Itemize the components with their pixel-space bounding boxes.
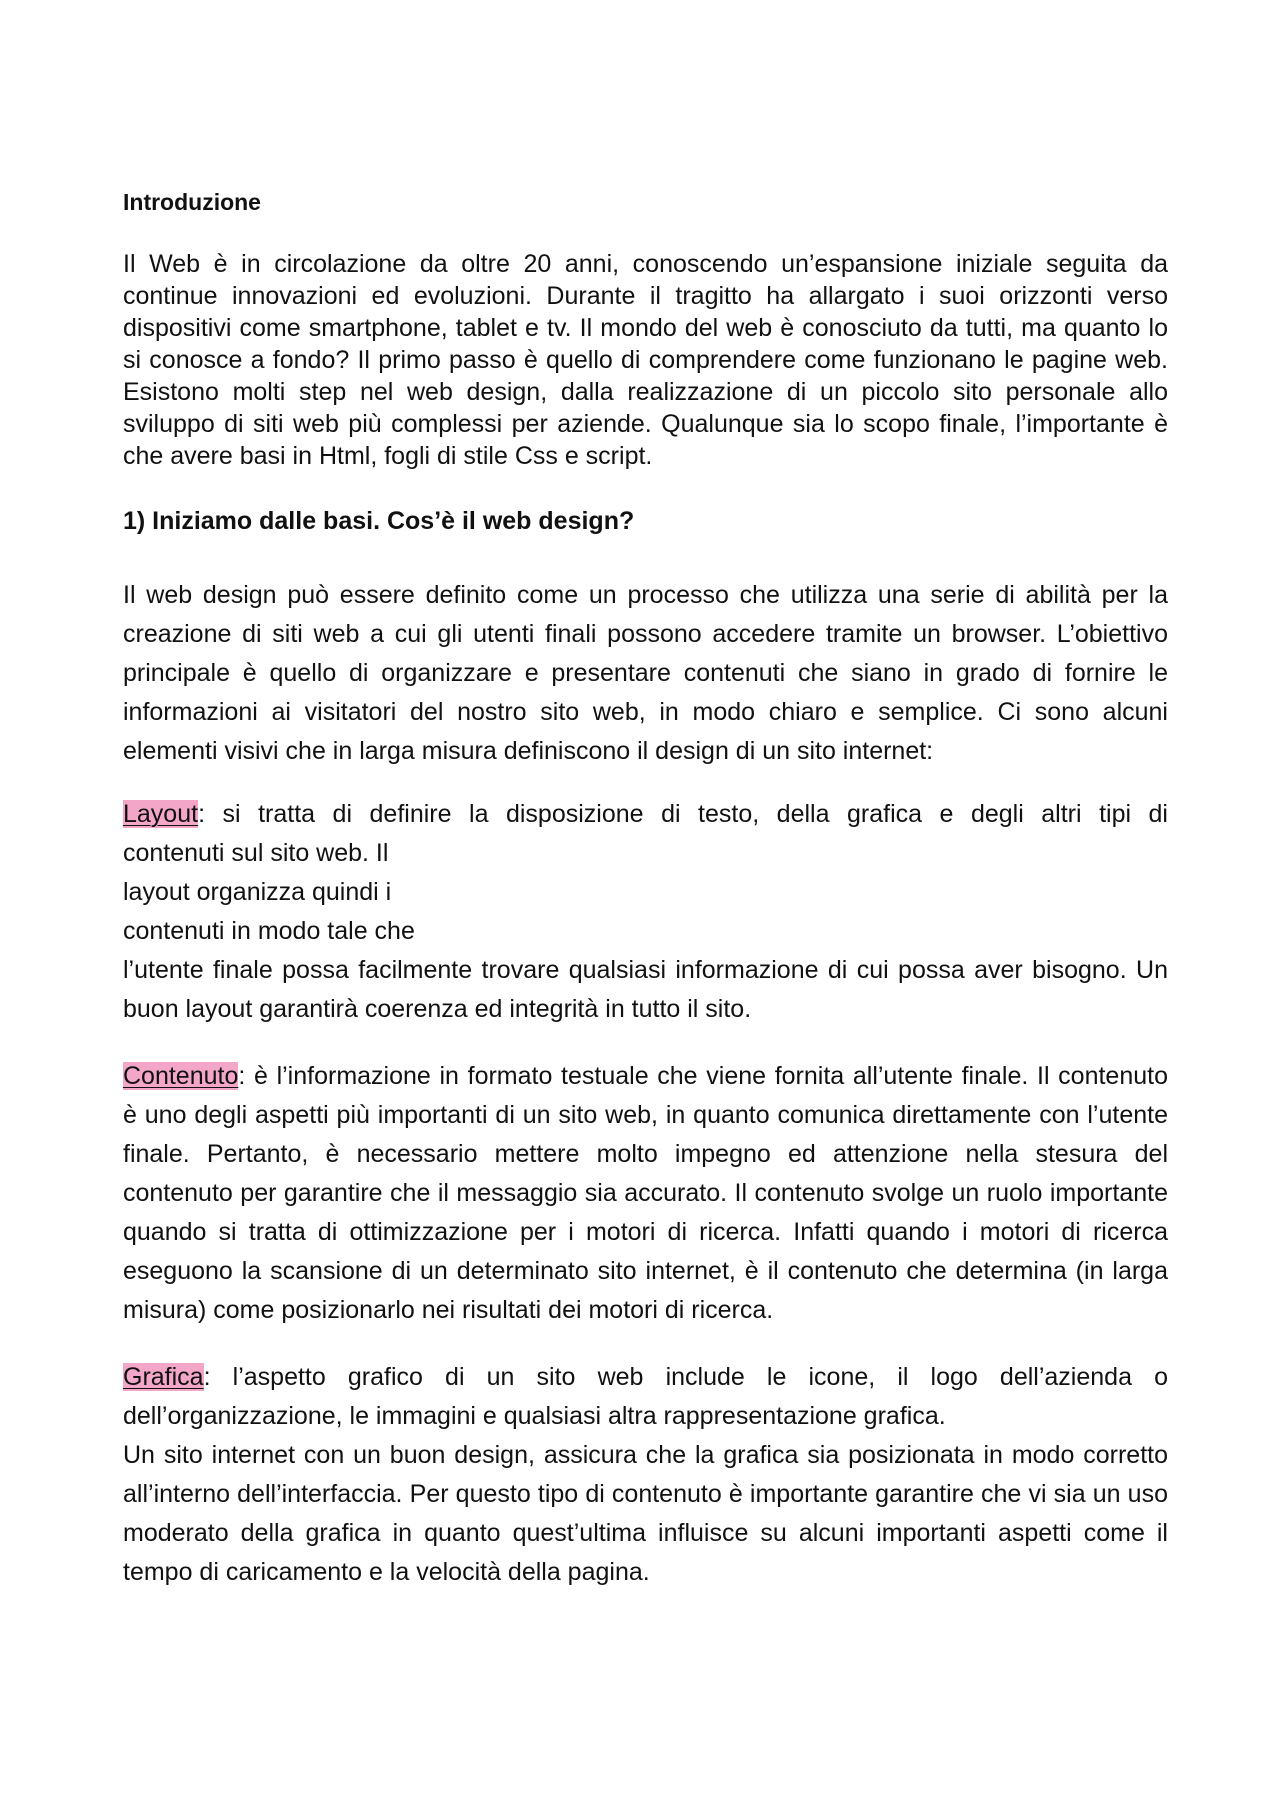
layout-first-line	[123, 795, 1168, 834]
layout-text-4: contenuti in modo tale che	[123, 917, 415, 945]
contenuto-definition	[123, 1057, 1168, 1330]
intro-heading: Introduzione	[123, 189, 261, 215]
document-page	[123, 186, 1168, 1592]
contenuto-paragraph	[123, 1057, 1168, 1330]
grafica-text: : l’aspetto grafico di un sito web include le icone, il logo dell’azienda o dell’organizzazione, le immagini e qualsiasi altra rappresentazione grafica.	[123, 1363, 1168, 1430]
layout-term: Layout	[123, 800, 199, 828]
layout-text-2: contenuti sul sito web. Il	[123, 839, 389, 867]
section-1-paragraph: Il web design può essere definito come un processo che utilizza una serie di abilità per la creazione di siti web a cui gli utenti finali possono accedere tramite un browser. L’obiettivo principale è quello di organizzare e presentare contenuti che siano in grado di fornire le informazioni ai visitatori del nostro sito web, in modo chiaro e semplice. Ci sono alcuni elementi visivi che in larga misura definiscono il design di un sito internet:	[123, 581, 1168, 765]
layout-definition	[123, 795, 1168, 1029]
grafica-paragraph-2: Un sito internet con un buon design, assicura che la grafica sia posizionata in modo corretto all’interno dell’interfaccia. Per questo tipo di contenuto è importante garantire che vi sia un uso moderato della grafica in quanto quest’ultima influisce su alcuni importanti aspetti come il tempo di caricamento e la velocità della pagina.	[123, 1441, 1168, 1586]
section-1-title: 1) Iniziamo dalle basi. Cos’è il web design?	[123, 507, 635, 535]
contenuto-term: Contenuto	[123, 1062, 239, 1090]
intro-paragraph: Il Web è in circolazione da oltre 20 anni, conoscendo un’espansione iniziale seguita da continue innovazioni ed evoluzioni. Durante il tragitto ha allargato i suoi orizzonti verso dispositivi come smartphone, tablet e tv. Il mondo del web è conosciuto da tutti, ma quanto lo si conosce a fondo? Il primo passo è quello di comprendere come funzionano le pagine web. Esistono molti step nel web design, dalla realizzazione di un piccolo sito personale allo sviluppo di siti web più complessi per aziende. Qualunque sia lo scopo finale, l’importante è che avere basi in Html, fogli di stile Css e script.	[123, 250, 1168, 470]
layout-text-1: : si tratta di definire la disposizione di testo, della grafica e degli altri tipi di	[198, 800, 1168, 828]
grafica-term: Grafica	[123, 1363, 204, 1391]
contenuto-text: : è l’informazione in formato testuale che viene fornita all’utente finale. Il contenuto è uno degli aspetti più importanti di un sito web, in quanto comunica direttamente con l’utente finale. Pertanto, è necessario mettere molto impegno ed attenzione nella stesura del contenuto per garantire che il messaggio sia accurato. Il contenuto svolge un ruolo importante quando si tratta di ottimizzazione per i motori di ricerca. Infatti quando i motori di ricerca eseguono la scansione di un determinato sito internet, è il contenuto che determina (in larga misura) come posizionarlo nei risultati dei motori di ricerca.	[123, 1062, 1168, 1324]
layout-text-3: layout organizza quindi i	[123, 878, 392, 906]
layout-text-rest: l’utente finale possa facilmente trovare qualsiasi informazione di cui possa aver bisogno. Un buon layout garantirà coerenza ed integrità in tutto il sito.	[123, 956, 1168, 1023]
grafica-definition	[123, 1358, 1168, 1592]
grafica-paragraph	[123, 1358, 1168, 1436]
